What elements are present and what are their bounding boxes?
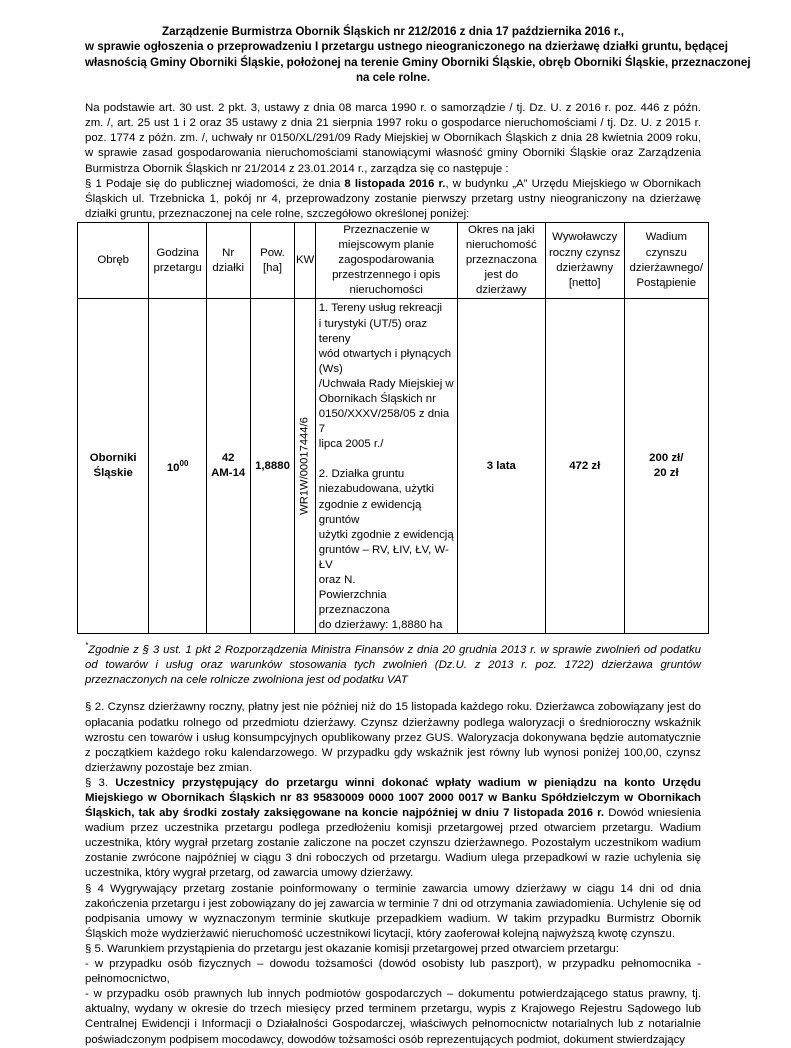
description-line: wód otwartych i płynących: [318, 347, 452, 360]
table-row: [78, 299, 709, 634]
description-line: gruntów – RV, ŁIV, ŁV, W-ŁV: [318, 543, 449, 571]
section-5-item-individuals: - w przypadku osób fizycznych – dowodu tożsamości (dowód osobisty lub paszport), w przypadku pełnomocnika - pełnomocnictwo,: [85, 958, 701, 986]
header-kw: [295, 222, 315, 298]
header-deposit: Wadium czynszu dzierżawnego/ Postąpienie: [624, 222, 708, 298]
bid-increment: 20 zł: [653, 467, 679, 480]
cell-rent: 472 zł: [545, 299, 624, 634]
section-5-paragraph: § 5. Warunkiem przystąpienia do przetargu jest okazanie komisji przetargowej przed otwarciem przetargu:: [85, 942, 619, 955]
cell-description: [315, 299, 457, 634]
kw-number: WR1W/00017444/6: [298, 417, 311, 516]
description-line: 1. Tereny usług rekreacji: [318, 302, 443, 315]
cell-period: 3 lata: [457, 299, 545, 634]
cell-area: 1,8880: [250, 299, 295, 634]
section-1-suffix: , w budynku „A” Urzędu Miejskiego w Obornikach Śląskich ul. Trzebnicka 1, pokój nr 4, przeprowadzony zostanie pierwszy przetarg ustny nieograniczony na dzierżawę działki gruntu, przeznaczonej na cele rolne, szczegółowo określonej poniżej:: [85, 177, 701, 220]
document-page: [85, 24, 751, 1048]
section-3-bold: Uczestnicy przystępujący do przetargu winni dokonać wpłaty wadium w pieniądzu na konto Urzędu Miejskiego w Obornikach Śląskich nr 83 95830009 0000 1007 2000 0017 w Banku Spółdzielczym w Obornikach Śląskich, tak aby środki zostały zaksięgowane na koncie najpóźniej w dniu 7 listopada 2016 r.: [85, 776, 701, 820]
description-line: 0150/XXXV/258/05 z dnia 7: [318, 408, 450, 436]
description-line: użytki zgodnie z ewidencją: [318, 528, 454, 541]
section-1-paragraph: [85, 177, 701, 222]
plot-number: 42: [221, 452, 235, 465]
cell-plot: [206, 299, 250, 634]
description-line: 2. Działka gruntu: [318, 468, 405, 481]
section-1-prefix: § 1 Podaje się do publicznej wiadomości, że dnia: [85, 177, 345, 190]
section-3-paragraph: [85, 776, 701, 882]
plot-table: [77, 222, 709, 634]
title-line: Zarządzenie Burmistrza Obornik Śląskich nr 212/2016 z dnia 17 października 2016 r.,: [161, 25, 625, 38]
description-spacer: [319, 452, 454, 467]
header-kw-label: KW: [295, 254, 315, 267]
table-header-row: [78, 222, 709, 298]
description-line: Obornikach Śląskich nr: [318, 392, 436, 405]
header-hour: Godzina przetargu: [149, 222, 206, 298]
hour-value: 10: [166, 462, 180, 475]
cell-kw: [295, 299, 315, 634]
section-2-paragraph: § 2. Czynsz dzierżawny roczny, płatny jest nie później niż do 15 listopada każdego roku. Dzierżawca zobowiązany jest do opłacania podatku rolnego od przedmiotu dzierżawy. Czynsz dzierżawny podlega waloryzacji o średnioroczny wskaźnik wzrostu cen towarów i usług konsumpcyjnych opublikowany przez GUS. Waloryzacja dokonywana będzie automatycznie z początkiem każdego roku kalendarzowego. W przypadku gdy wskaźnik jest równy lub wynosi poniżej 100,00, czynsz dzierżawny pozostaje bez zmian.: [85, 701, 701, 774]
header-rent: Wywoławczy roczny czynsz dzierżawny [netto]: [545, 222, 624, 298]
description-line: Powierzchnia przeznaczona: [318, 589, 390, 617]
cell-obreb: Oborniki Śląskie: [78, 299, 149, 634]
section-3-prefix: § 3.: [85, 776, 116, 789]
plot-map: AM-14: [211, 467, 246, 480]
footnote-mark: *: [85, 641, 89, 651]
header-area: Pow. [ha]: [250, 222, 295, 298]
description-line: zgodnie z ewidencją gruntów: [318, 498, 422, 526]
header-plot: Nr działki: [206, 222, 250, 298]
header-purpose: Przeznaczenie w miejscowym planie zagospodarowania przestrzennego i opis nieruchomości: [315, 222, 457, 298]
section-4-paragraph: § 4 Wygrywający przetarg zostanie poinformowany o terminie zawarcia umowy dzierżawy w ciągu 14 dni od dnia zakończenia przetargu i jest zobowiązany do jej zawarcia w terminie 7 dni od otrzymania zawiadomienia. Uchylenie się od podpisania umowy w wyznaczonym terminie skutkuje przepadkiem wadium. W takim przypadku Burmistrz Obornik Śląskich może wydzierżawić nieruchomość uczestnikowi licytacji, który zaoferował kolejną najwyższą kwotę czynszu.: [85, 882, 701, 940]
legal-basis-paragraph: Na podstawie art. 30 ust. 2 pkt. 3, ustawy z dnia 08 marca 1990 r. o samorządzie / tj. Dz. U. z 2016 r. poz. 446 z późn. zm. /, art. 25 ust 1 i 2 oraz 35 ustawy z dnia 21 sierpnia 1997 roku o gospodarce nieruchomościami / tj. Dz. U. z 2015 r. poz. 1774 z późn. zm. /, uchwały nr 0150/XL/291/09 Rady Miejskiej w Obornikach Śląskich z dnia 28 kwietnia 2009 roku, w sprawie zasad gospodarowania nieruchomościami stanowiącymi własność gminy Oborniki Śląskie oraz Zarządzenia Burmistrza Obornik Śląskich nr 21/2014 z 23.01.2014 r., zarządza się co następuje :: [85, 102, 701, 175]
footnote-text: Zgodnie z § 3 ust. 1 pkt 2 Rozporządzenia Ministra Finansów z dnia 20 grudnia 2013 r. w sprawie zwolnień od podatku od towarów i usług oraz warunków stosowania tych zwolnień (Dz.U. z 2013 r. poz. 1722) dzierżawa gruntów przeznaczonych na cele rolnicze zwolniona jest od podatku VAT: [85, 644, 701, 687]
description-line: (Ws): [318, 362, 343, 375]
section-5-item-legal-entities: - w przypadku osób prawnych lub innych podmiotów gospodarczych – dokumentu potwierdzającego status prawny, tj. aktualny, wydany w okresie do trzech miesięcy przed terminem przetargu, wypis z Krajowego Rejestru Sądowego lub Centralnej Ewidencji i Informacji o Działalności Gospodarczej, właściwych pełnomocnictw notarialnych lub z notarialnie poświadczonym podpisem mocodawcy, dowodów tożsamości osób reprezentujących podmiot, dokument stwierdzający: [85, 988, 701, 1046]
cell-deposit: [624, 299, 708, 634]
hour-minutes: 00: [179, 459, 189, 469]
title-line: na cele rolne.: [355, 70, 431, 84]
description-line: niezabudowana, użytki: [318, 483, 435, 496]
section-3-rest: Dowód wniesienia wadium przez uczestnika przetargu podlega przedłożeniu komisji przetargowej przed otwarciem przetargu. Wadium uczestnika, który wygrał przetarg zostanie zaliczone na poczet czynszu dzierżawnego. Pozostałym uczestnikom wadium zostanie zwrócone najpóźniej w ciągu 3 dni roboczych od przetargu. Wadium ulega przepadkowi w razie uchylenia się uczestnika, który wygrał przetarg, od zawarcia umowy dzierżawy.: [85, 807, 701, 880]
description-line: /Uchwała Rady Miejskiej w: [318, 377, 454, 390]
document-title: [85, 24, 751, 85]
title-line: własnością Gminy Oborniki Śląskie, położonej na terenie Gminy Oborniki Śląskie, obręb Oborniki Śląskie, przeznaczonej: [85, 55, 751, 69]
title-line: w sprawie ogłoszenia o przeprowadzeniu I przetargu ustnego nieograniczonego na dzierżawę działki gruntu, będącej: [85, 40, 728, 54]
description-line: i turystyki (UT/5) oraz tereny: [318, 317, 428, 345]
description-line: lipca 2005 r./: [318, 438, 384, 451]
header-period: Okres na jaki nieruchomość przeznaczona jest do dzierżawy: [457, 222, 545, 298]
description-line: do dzierżawy: 1,8880 ha: [318, 619, 443, 632]
footnote: [85, 638, 701, 688]
deposit-value: 200 zł/: [649, 452, 684, 465]
description-line: oraz N.: [318, 574, 356, 586]
auction-date: 8 listopada 2016 r.: [344, 177, 446, 190]
header-obreb: Obręb: [78, 222, 149, 298]
cell-hour: [149, 299, 206, 634]
